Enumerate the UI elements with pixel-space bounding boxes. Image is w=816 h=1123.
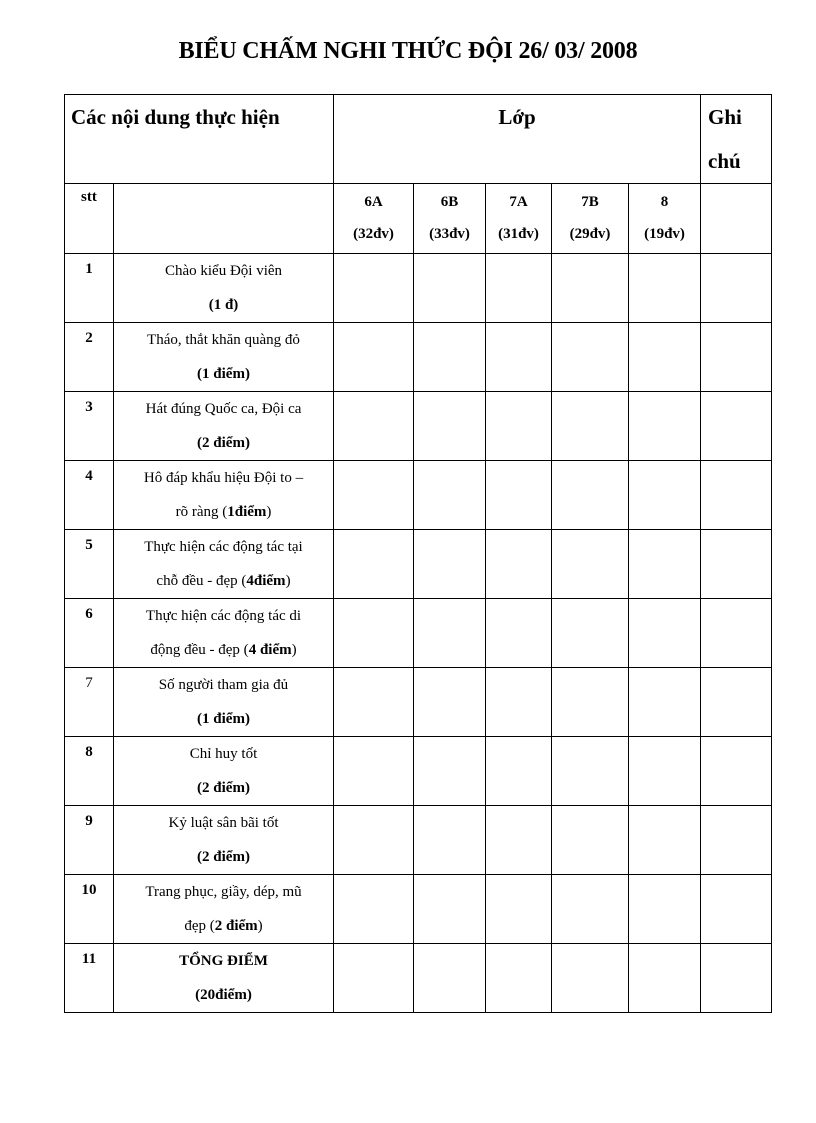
points-value: (20điểm) bbox=[195, 987, 252, 1003]
row-number: 8 bbox=[65, 737, 114, 806]
score-cell[interactable] bbox=[486, 806, 552, 875]
points-value: (1 điểm) bbox=[197, 711, 250, 727]
criterion-text: Tháo, thắt khăn quàng đỏ bbox=[147, 332, 300, 348]
class-name: 6B bbox=[440, 194, 459, 210]
criterion-points bbox=[114, 702, 333, 736]
criterion-cell bbox=[114, 944, 334, 1013]
criterion-cell bbox=[114, 875, 334, 944]
score-cell[interactable] bbox=[486, 392, 552, 461]
table-row bbox=[65, 461, 772, 530]
criterion-text: Số người tham gia đủ bbox=[158, 677, 289, 693]
points-value: 4điểm bbox=[246, 573, 286, 589]
criterion-text: Trang phục, giầy, dép, mũ bbox=[145, 884, 302, 900]
score-cell[interactable] bbox=[629, 392, 701, 461]
points-value: 2 điểm bbox=[214, 918, 258, 934]
score-cell[interactable] bbox=[552, 875, 629, 944]
score-cell[interactable] bbox=[414, 323, 486, 392]
class-count: (19đv) bbox=[644, 226, 685, 242]
score-cell[interactable] bbox=[486, 599, 552, 668]
criterion-cell bbox=[114, 323, 334, 392]
score-cell[interactable] bbox=[629, 944, 701, 1013]
points-value: (1 đ) bbox=[208, 297, 239, 313]
points-value: (2 điểm) bbox=[197, 780, 250, 796]
criterion-points bbox=[114, 633, 333, 667]
points-prefix: chỗ đều - đẹp ( bbox=[156, 573, 247, 589]
score-cell[interactable] bbox=[334, 254, 414, 323]
criterion-points bbox=[114, 564, 333, 598]
row-number: 7 bbox=[65, 668, 114, 737]
criterion-points bbox=[114, 288, 333, 322]
score-cell[interactable] bbox=[552, 254, 629, 323]
score-cell[interactable] bbox=[629, 668, 701, 737]
criterion-cell bbox=[114, 254, 334, 323]
score-cell[interactable] bbox=[414, 737, 486, 806]
row-number: 5 bbox=[65, 530, 114, 599]
score-cell[interactable] bbox=[414, 599, 486, 668]
blank-header-cell bbox=[114, 184, 334, 254]
note-cell[interactable] bbox=[701, 668, 772, 737]
score-cell[interactable] bbox=[629, 323, 701, 392]
score-cell[interactable] bbox=[334, 461, 414, 530]
note-header-line2: chú bbox=[708, 149, 741, 173]
criterion-points bbox=[114, 771, 333, 805]
class-header-6a bbox=[334, 184, 414, 254]
note-cell[interactable] bbox=[701, 599, 772, 668]
score-cell[interactable] bbox=[629, 806, 701, 875]
points-value: (1 điểm) bbox=[197, 366, 250, 382]
class-count: (33đv) bbox=[429, 226, 470, 242]
criterion-text: Thực hiện các động tác di bbox=[145, 608, 302, 624]
note-cell[interactable] bbox=[701, 461, 772, 530]
score-cell[interactable] bbox=[414, 461, 486, 530]
points-prefix: rõ ràng ( bbox=[175, 504, 228, 520]
row-number: 6 bbox=[65, 599, 114, 668]
score-cell[interactable] bbox=[552, 668, 629, 737]
score-cell[interactable] bbox=[629, 875, 701, 944]
criterion-text: Chỉ huy tốt bbox=[189, 746, 258, 762]
score-cell[interactable] bbox=[552, 806, 629, 875]
score-cell[interactable] bbox=[334, 668, 414, 737]
class-name: 7A bbox=[509, 194, 528, 210]
row-number: 1 bbox=[65, 254, 114, 323]
criterion-text: Chào kiểu Đội viên bbox=[164, 263, 283, 279]
score-cell[interactable] bbox=[629, 530, 701, 599]
points-value: (2 điểm) bbox=[197, 435, 250, 451]
score-cell[interactable] bbox=[334, 737, 414, 806]
score-cell[interactable] bbox=[414, 944, 486, 1013]
note-header-line1: Ghi bbox=[708, 105, 742, 129]
criterion-cell bbox=[114, 530, 334, 599]
criterion-cell bbox=[114, 461, 334, 530]
note-cell[interactable] bbox=[701, 944, 772, 1013]
points-prefix: động đều - đẹp ( bbox=[150, 642, 249, 658]
criterion-points bbox=[114, 978, 333, 1012]
class-header-row bbox=[65, 184, 772, 254]
note-cell bbox=[701, 184, 772, 254]
note-cell[interactable] bbox=[701, 323, 772, 392]
table-row bbox=[65, 806, 772, 875]
class-header-8 bbox=[629, 184, 701, 254]
class-name: 8 bbox=[660, 194, 669, 210]
table-row bbox=[65, 944, 772, 1013]
score-cell[interactable] bbox=[334, 599, 414, 668]
score-cell[interactable] bbox=[334, 806, 414, 875]
points-value: 4 điểm bbox=[248, 642, 292, 658]
score-cell[interactable] bbox=[552, 737, 629, 806]
score-cell[interactable] bbox=[552, 599, 629, 668]
score-cell[interactable] bbox=[334, 875, 414, 944]
note-cell[interactable] bbox=[701, 254, 772, 323]
criterion-text: Hát đúng Quốc ca, Đội ca bbox=[145, 401, 302, 417]
note-cell[interactable] bbox=[701, 875, 772, 944]
score-cell[interactable] bbox=[629, 461, 701, 530]
points-suffix: ) bbox=[266, 504, 272, 520]
score-cell[interactable] bbox=[414, 530, 486, 599]
criterion-cell bbox=[114, 668, 334, 737]
score-cell[interactable] bbox=[486, 461, 552, 530]
score-cell[interactable] bbox=[334, 944, 414, 1013]
table-row bbox=[65, 875, 772, 944]
note-cell[interactable] bbox=[701, 737, 772, 806]
points-value: (2 điểm) bbox=[197, 849, 250, 865]
score-cell[interactable] bbox=[486, 875, 552, 944]
score-cell[interactable] bbox=[486, 737, 552, 806]
class-header-7a bbox=[486, 184, 552, 254]
row-number: 10 bbox=[65, 875, 114, 944]
row-number: 9 bbox=[65, 806, 114, 875]
score-cell[interactable] bbox=[629, 254, 701, 323]
criterion-cell bbox=[114, 599, 334, 668]
criterion-points bbox=[114, 840, 333, 874]
score-cell[interactable] bbox=[334, 530, 414, 599]
class-header-6b bbox=[414, 184, 486, 254]
table-row bbox=[65, 737, 772, 806]
criterion-points bbox=[114, 495, 333, 529]
table-row bbox=[65, 530, 772, 599]
page-title: BIỂU CHẤM NGHI THỨC ĐỘI 26/ 03/ 2008 bbox=[178, 38, 638, 64]
row-number: 2 bbox=[65, 323, 114, 392]
score-cell[interactable] bbox=[552, 323, 629, 392]
score-cell[interactable] bbox=[334, 323, 414, 392]
table-row bbox=[65, 599, 772, 668]
score-table bbox=[64, 94, 772, 1013]
content-column-header: Các nội dung thực hiện bbox=[65, 95, 334, 184]
score-cell[interactable] bbox=[552, 530, 629, 599]
criterion-text: Kỷ luật sân bãi tốt bbox=[168, 815, 279, 831]
points-prefix: đẹp ( bbox=[184, 918, 215, 934]
score-cell[interactable] bbox=[629, 599, 701, 668]
note-cell[interactable] bbox=[701, 806, 772, 875]
table-row bbox=[65, 392, 772, 461]
class-header-7b bbox=[552, 184, 629, 254]
score-cell[interactable] bbox=[414, 806, 486, 875]
points-suffix: ) bbox=[291, 642, 297, 658]
points-suffix: ) bbox=[285, 573, 291, 589]
criteria-rows bbox=[65, 254, 772, 1013]
criterion-text: Thực hiện các động tác tại bbox=[144, 539, 303, 555]
header-row bbox=[65, 95, 772, 184]
criterion-points bbox=[114, 426, 333, 460]
class-count: (31đv) bbox=[498, 226, 539, 242]
criterion-cell bbox=[114, 392, 334, 461]
note-cell[interactable] bbox=[701, 530, 772, 599]
score-cell[interactable] bbox=[334, 392, 414, 461]
class-name: 7B bbox=[581, 194, 599, 210]
row-number: 4 bbox=[65, 461, 114, 530]
score-cell[interactable] bbox=[552, 944, 629, 1013]
note-cell[interactable] bbox=[701, 392, 772, 461]
table-row bbox=[65, 668, 772, 737]
score-cell[interactable] bbox=[414, 392, 486, 461]
class-count: (32đv) bbox=[353, 226, 394, 242]
score-cell[interactable] bbox=[486, 323, 552, 392]
class-name: 6A bbox=[364, 194, 383, 210]
points-suffix: ) bbox=[257, 918, 263, 934]
row-number: 3 bbox=[65, 392, 114, 461]
score-cell[interactable] bbox=[414, 668, 486, 737]
table-row bbox=[65, 323, 772, 392]
class-count: (29đv) bbox=[569, 226, 611, 242]
criterion-points bbox=[114, 357, 333, 391]
score-cell[interactable] bbox=[486, 254, 552, 323]
score-cell[interactable] bbox=[486, 668, 552, 737]
criterion-points bbox=[114, 909, 333, 943]
table-row bbox=[65, 254, 772, 323]
criterion-text: Hô đáp khẩu hiệu Đội to – bbox=[143, 470, 304, 486]
score-cell[interactable] bbox=[629, 737, 701, 806]
points-value: 1điểm bbox=[227, 504, 267, 520]
score-cell[interactable] bbox=[552, 461, 629, 530]
score-cell[interactable] bbox=[414, 254, 486, 323]
class-column-header: Lớp bbox=[334, 95, 701, 184]
score-cell[interactable] bbox=[414, 875, 486, 944]
stt-header: stt bbox=[65, 184, 114, 254]
criterion-cell bbox=[114, 806, 334, 875]
note-column-header bbox=[701, 95, 772, 184]
score-cell[interactable] bbox=[552, 392, 629, 461]
score-cell[interactable] bbox=[486, 944, 552, 1013]
row-number: 11 bbox=[65, 944, 114, 1013]
criterion-text: TỔNG ĐIỂM bbox=[179, 953, 268, 969]
criterion-cell bbox=[114, 737, 334, 806]
score-cell[interactable] bbox=[486, 530, 552, 599]
